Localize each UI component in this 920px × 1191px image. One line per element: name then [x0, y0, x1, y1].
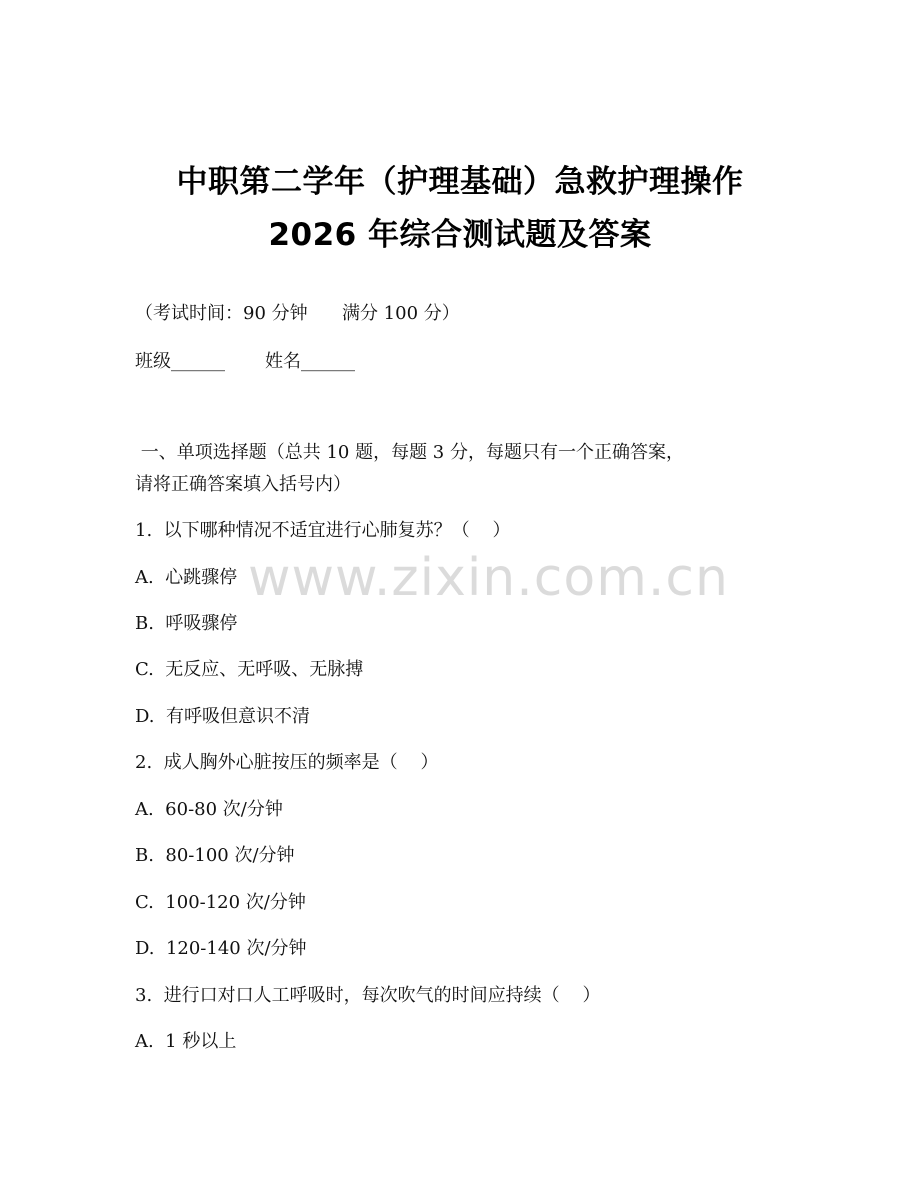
answer-option: C. 无反应、无呼吸、无脉搏 [135, 659, 364, 680]
answer-option: B. 呼吸骤停 [135, 613, 238, 634]
answer-option: D. 120-140 次/分钟 [135, 938, 307, 959]
answer-option: A. 心跳骤停 [135, 567, 238, 588]
section-heading-line-1: 一、单项选择题（总共 10 题，每题 3 分，每题只有一个正确答案， [135, 442, 684, 463]
answer-option: B. 80-100 次/分钟 [135, 845, 295, 866]
answer-option: D. 有呼吸但意识不清 [135, 706, 310, 727]
exam-info: （考试时间：90 分钟 满分 100 分） [135, 303, 460, 324]
answer-option: C. 100-120 次/分钟 [135, 892, 306, 913]
watermark: www.zixin.com.cn [248, 548, 729, 608]
document-title-line-1: 中职第二学年（护理基础）急救护理操作 [176, 164, 744, 200]
section-heading-line-2: 请将正确答案填入括号内） [135, 474, 351, 495]
class-name-line: 班级______ 姓名______ [135, 351, 356, 372]
document-title-line-2: 2026 年综合测试题及答案 [268, 217, 652, 253]
question-stem: 3. 进行口对口人工呼吸时，每次吹气的时间应持续（ ） [135, 985, 601, 1006]
answer-option: A. 60-80 次/分钟 [135, 799, 283, 820]
question-stem: 1. 以下哪种情况不适宜进行心肺复苏？（ ） [135, 520, 511, 541]
answer-option: A. 1 秒以上 [135, 1031, 237, 1052]
question-stem: 2. 成人胸外心脏按压的频率是（ ） [135, 752, 439, 773]
